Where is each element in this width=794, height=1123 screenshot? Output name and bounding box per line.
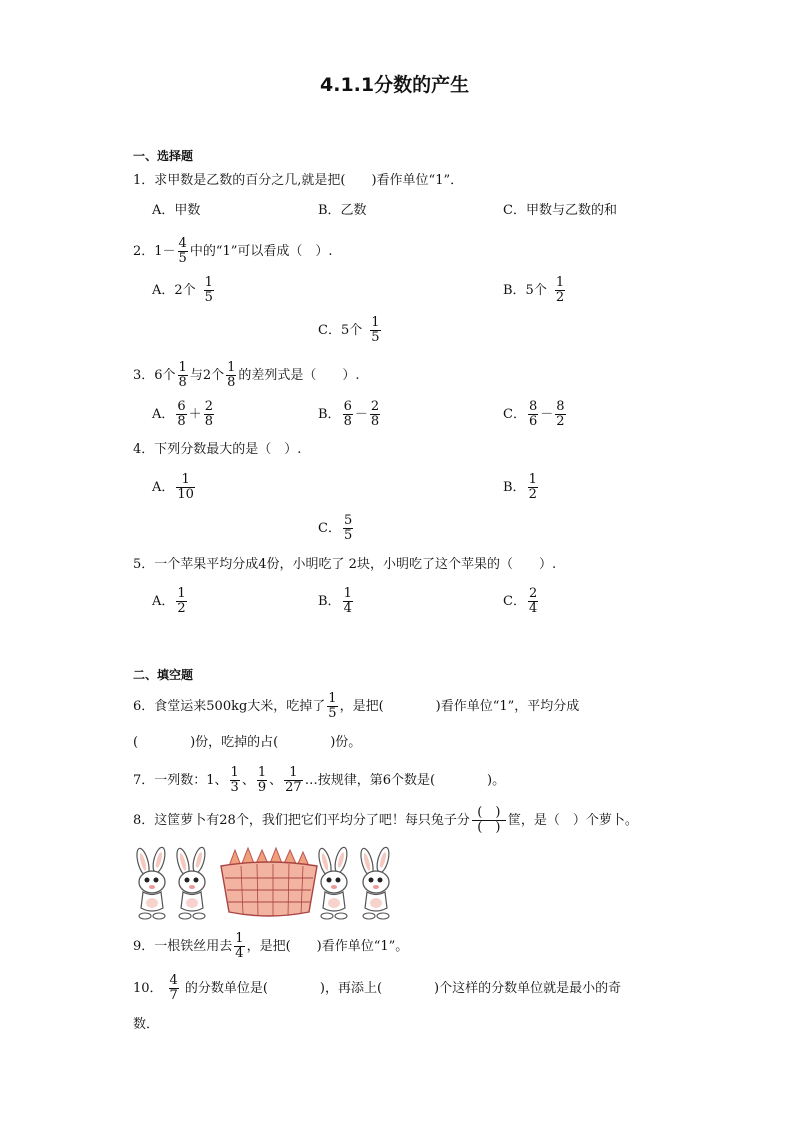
q8-prefix: 8．这筐萝卜有28个，我们把它们平均分了吧！每只兔子分 bbox=[133, 813, 470, 828]
question-8 bbox=[133, 806, 638, 835]
q4-option-a[interactable] bbox=[152, 473, 197, 502]
q2-option-a-fraction bbox=[204, 276, 214, 305]
q3-option-c-label: C． bbox=[503, 407, 526, 422]
q5-c-denominator: 4 bbox=[528, 601, 538, 616]
q2-b-numerator: 1 bbox=[555, 275, 565, 290]
q3-option-c[interactable] bbox=[503, 400, 568, 429]
q5-b-fraction bbox=[343, 587, 353, 616]
q4-b-fraction bbox=[528, 473, 538, 502]
q3-c-fraction-1 bbox=[528, 400, 538, 429]
q3-b2-denominator: 8 bbox=[370, 414, 380, 429]
q4-option-b[interactable] bbox=[503, 473, 540, 502]
q6-denominator: 5 bbox=[328, 706, 337, 721]
q3-a1-numerator: 6 bbox=[177, 399, 186, 414]
q3-a-operator: ＋ bbox=[188, 407, 202, 422]
q2-b-denominator: 2 bbox=[555, 290, 565, 305]
q3-f1-numerator: 1 bbox=[178, 360, 187, 375]
q7-f3-numerator: 1 bbox=[289, 765, 298, 780]
q3-f2-denominator: 8 bbox=[227, 375, 236, 390]
q9-fraction bbox=[234, 932, 244, 961]
q2-option-b-fraction bbox=[555, 276, 565, 305]
q10-suffix: 的分数单位是( )，再添上( )个这样的分数单位就是最小的奇 bbox=[184, 981, 622, 996]
q5-a-numerator: 1 bbox=[177, 586, 186, 601]
q3-fraction-1 bbox=[178, 361, 188, 390]
q7-f3-denominator: 27 bbox=[285, 780, 302, 795]
q3-b1-numerator: 6 bbox=[343, 399, 352, 414]
question-1: 1．求甲数是乙数的百分之几,就是把( )看作单位“1”． bbox=[133, 173, 464, 188]
q2-a-numerator: 1 bbox=[204, 275, 213, 290]
q3-b2-numerator: 2 bbox=[370, 399, 380, 414]
q10-fraction bbox=[169, 974, 179, 1003]
q2-c-numerator: 1 bbox=[371, 315, 380, 330]
q3-a-fraction-2 bbox=[204, 400, 214, 429]
q4-a-denominator: 10 bbox=[177, 487, 194, 502]
q4-a-numerator: 1 bbox=[181, 472, 190, 487]
q1-option-c[interactable]: C．甲数与乙数的和 bbox=[503, 203, 617, 218]
question-6-line-2: ( )份，吃掉的占( )份。 bbox=[133, 735, 362, 750]
question-6 bbox=[133, 692, 579, 721]
question-5: 5．一个苹果平均分成4份，小明吃了 2块，小明吃了这个苹果的（ ）. bbox=[133, 557, 557, 572]
q2-option-b[interactable] bbox=[503, 276, 567, 305]
q3-c-operator: － bbox=[540, 407, 554, 422]
q9-numerator: 1 bbox=[235, 931, 244, 946]
q3-c1-denominator: 6 bbox=[528, 414, 538, 429]
q3-b-fraction-1 bbox=[343, 400, 353, 429]
q7-f1-denominator: 3 bbox=[230, 780, 239, 795]
question-10 bbox=[133, 974, 621, 1003]
q2-prefix: 2．1－ bbox=[133, 244, 176, 259]
q4-c-fraction bbox=[343, 514, 353, 543]
q7-separator-1: 、 bbox=[241, 773, 255, 788]
q4-option-b-label: B． bbox=[503, 480, 526, 495]
q3-option-a-label: A． bbox=[152, 407, 175, 422]
section-fill-heading: 二、填空题 bbox=[133, 668, 194, 682]
q4-a-fraction bbox=[176, 473, 195, 502]
q2-a-denominator: 5 bbox=[204, 290, 213, 305]
q7-suffix: …按规律，第6个数是( )。 bbox=[304, 773, 506, 788]
q2-fraction-numerator: 4 bbox=[178, 236, 187, 251]
q3-option-b[interactable] bbox=[318, 400, 382, 429]
q3-a2-denominator: 8 bbox=[204, 414, 213, 429]
q1-option-a[interactable]: A．甲数 bbox=[152, 203, 201, 218]
q5-option-b-label: B． bbox=[318, 594, 341, 609]
q2-option-b-label: B．5个 bbox=[503, 283, 547, 298]
q3-f1-denominator: 8 bbox=[178, 375, 187, 390]
q6-fraction bbox=[327, 692, 337, 721]
q3-prefix: 3．6个 bbox=[133, 368, 176, 383]
q7-separator-2: 、 bbox=[269, 773, 283, 788]
q5-option-c[interactable] bbox=[503, 587, 540, 616]
q3-b-fraction-2 bbox=[370, 400, 380, 429]
question-2 bbox=[133, 237, 333, 266]
q7-f2-denominator: 9 bbox=[257, 780, 267, 795]
page-title: 4.1.1分数的产生 bbox=[320, 74, 470, 96]
q3-b-operator: － bbox=[354, 407, 368, 422]
question-9 bbox=[133, 932, 408, 961]
q5-option-c-label: C． bbox=[503, 594, 526, 609]
carrot-basket bbox=[221, 848, 317, 916]
rabbits-carrot-basket-illustration bbox=[131, 846, 401, 920]
q6-suffix: ，是把( )看作单位“1”，平均分成 bbox=[339, 699, 580, 714]
q3-a2-numerator: 2 bbox=[204, 399, 213, 414]
q7-f1-numerator: 1 bbox=[230, 765, 239, 780]
q5-b-denominator: 4 bbox=[343, 601, 352, 616]
q3-c1-numerator: 8 bbox=[528, 399, 538, 414]
q4-b-denominator: 2 bbox=[528, 487, 537, 502]
q7-fraction-1 bbox=[230, 766, 240, 795]
question-7 bbox=[133, 766, 505, 795]
q4-c-numerator: 5 bbox=[343, 513, 353, 528]
q2-option-c-label: C．5个 bbox=[318, 323, 363, 338]
q4-b-numerator: 1 bbox=[528, 472, 537, 487]
q4-c-denominator: 5 bbox=[343, 528, 353, 543]
q8-numerator-blank[interactable]: ( ) bbox=[477, 805, 501, 820]
q3-c2-denominator: 2 bbox=[556, 414, 565, 429]
q8-denominator-blank[interactable]: ( ) bbox=[472, 820, 506, 835]
q2-option-c[interactable] bbox=[318, 316, 383, 345]
q6-prefix: 6．食堂运来500kg大米，吃掉了 bbox=[133, 699, 326, 714]
q9-prefix: 9．一根铁丝用去 bbox=[133, 939, 233, 954]
q10-numerator: 4 bbox=[169, 973, 178, 988]
q4-option-c-label: C． bbox=[318, 521, 341, 536]
q5-option-a-label: A． bbox=[152, 594, 175, 609]
q4-option-a-label: A． bbox=[152, 480, 175, 495]
q3-a-fraction-1 bbox=[176, 400, 186, 429]
q7-fraction-3 bbox=[284, 766, 303, 795]
q9-denominator: 4 bbox=[235, 946, 244, 961]
section-choice-heading: 一、选择题 bbox=[133, 149, 194, 163]
q3-suffix: 的差列式是（ ）. bbox=[238, 368, 360, 383]
q2-suffix: 中的“1”可以看成（ ）. bbox=[189, 244, 333, 259]
q3-fraction-2 bbox=[226, 361, 236, 390]
q2-c-denominator: 5 bbox=[371, 330, 380, 345]
q3-option-a[interactable] bbox=[152, 400, 216, 429]
question-4: 4．下列分数最大的是（ ）. bbox=[133, 442, 302, 457]
q5-option-a[interactable] bbox=[152, 587, 189, 616]
q5-c-numerator: 2 bbox=[528, 586, 538, 601]
q2-fraction bbox=[178, 237, 188, 266]
q3-f2-numerator: 1 bbox=[227, 360, 236, 375]
q3-c-fraction-2 bbox=[555, 400, 565, 429]
q7-prefix: 7．一列数：1、 bbox=[133, 773, 228, 788]
q5-a-denominator: 2 bbox=[177, 601, 186, 616]
q3-middle: 与2个 bbox=[189, 368, 225, 383]
q3-c2-numerator: 8 bbox=[556, 399, 565, 414]
q4-option-c[interactable] bbox=[318, 514, 355, 543]
q1-option-b[interactable]: B．乙数 bbox=[318, 203, 367, 218]
q3-b1-denominator: 8 bbox=[343, 414, 352, 429]
q3-a1-denominator: 8 bbox=[177, 414, 186, 429]
q9-suffix: ，是把( )看作单位“1”。 bbox=[246, 939, 409, 954]
q7-f2-numerator: 1 bbox=[257, 765, 267, 780]
q5-a-fraction bbox=[176, 587, 186, 616]
q5-b-numerator: 1 bbox=[343, 586, 352, 601]
q5-option-b[interactable] bbox=[318, 587, 355, 616]
q2-fraction-denominator: 5 bbox=[178, 251, 187, 266]
q8-suffix: 筐，是（ ）个萝卜。 bbox=[507, 813, 638, 828]
q7-fraction-2 bbox=[257, 766, 267, 795]
q6-numerator: 1 bbox=[328, 691, 337, 706]
question-3 bbox=[133, 361, 360, 390]
q2-option-a[interactable] bbox=[152, 276, 216, 305]
q3-option-b-label: B． bbox=[318, 407, 341, 422]
q10-denominator: 7 bbox=[169, 988, 178, 1003]
question-10-line-2: 数． bbox=[133, 1017, 160, 1032]
q2-option-c-fraction bbox=[370, 316, 380, 345]
q5-c-fraction bbox=[528, 587, 538, 616]
q8-fraction-blank[interactable] bbox=[472, 806, 506, 835]
q2-option-a-label: A．2个 bbox=[152, 283, 196, 298]
q10-prefix: 10． bbox=[133, 981, 163, 996]
